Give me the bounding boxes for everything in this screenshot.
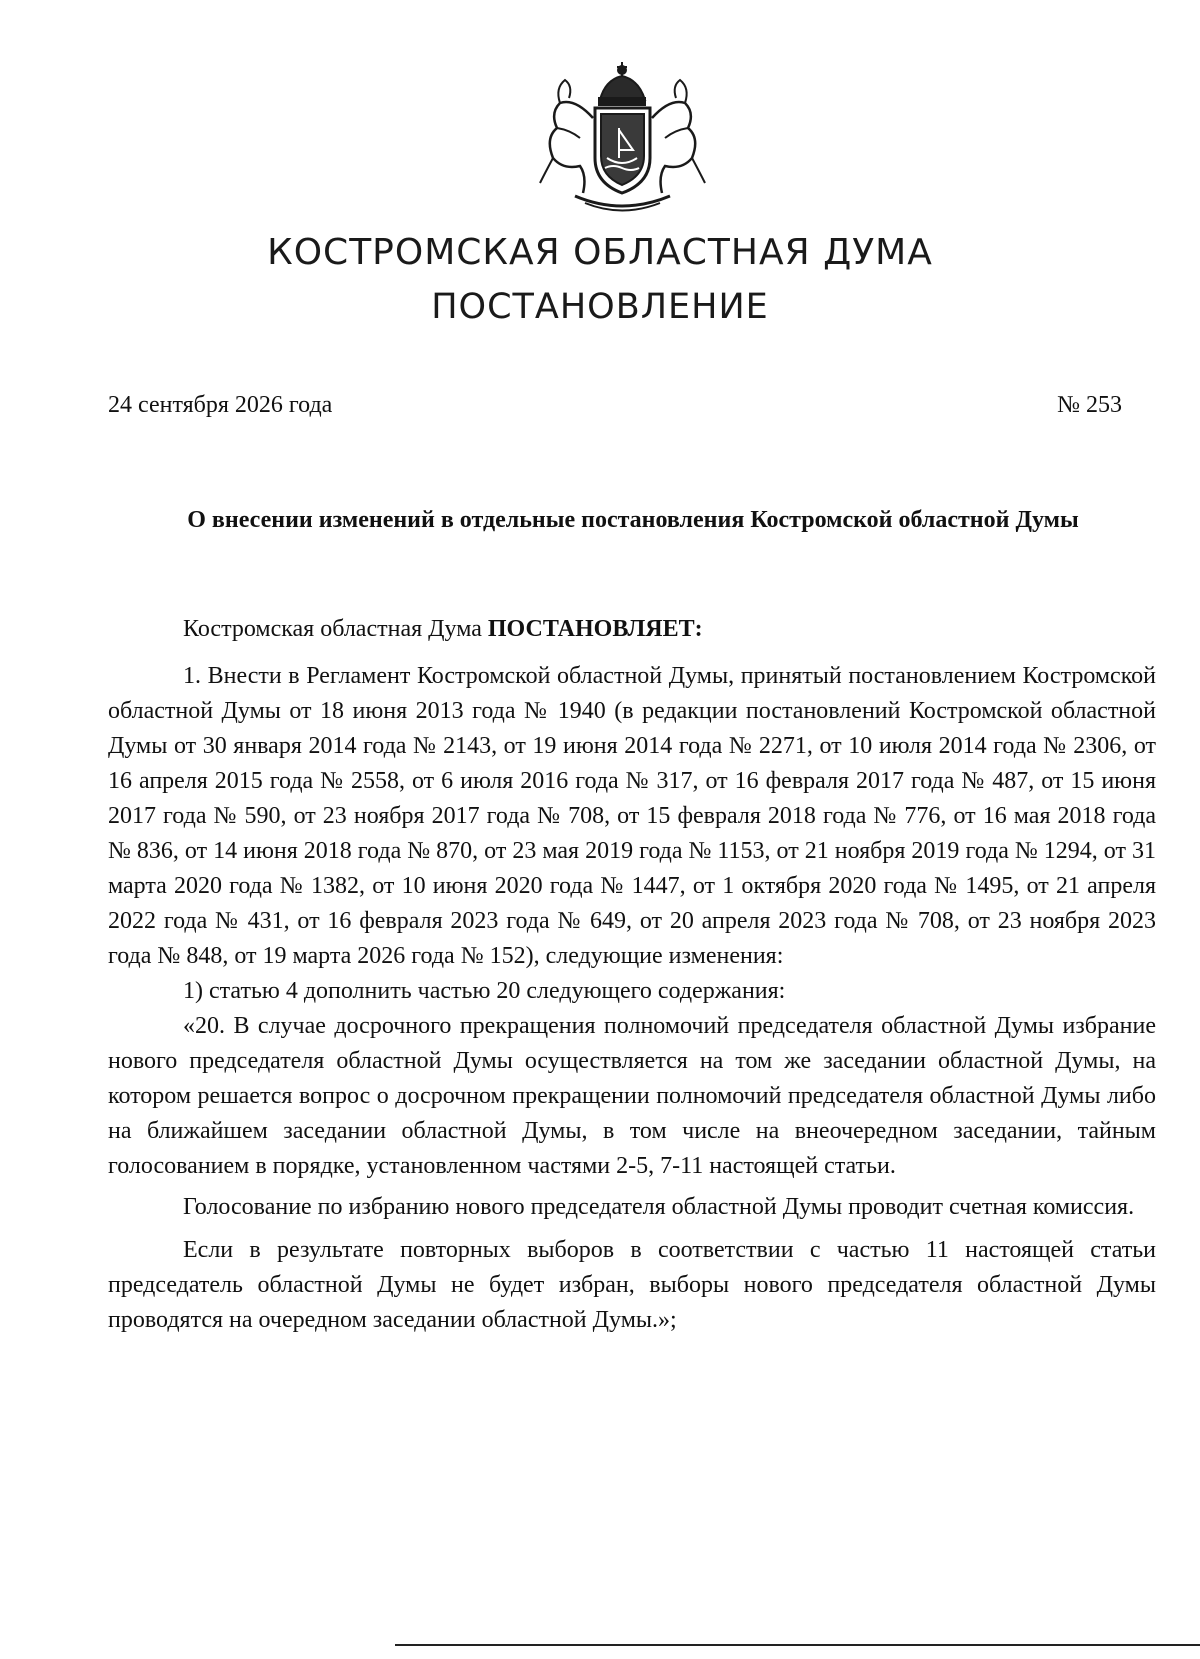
preamble	[108, 612, 1156, 647]
document-type-title: ПОСТАНОВЛЕНИЕ	[431, 287, 769, 327]
item-1: 1. Внести в Регламент Костромской областной Думы, принятый постановлением Костромской областной Думы от 18 июня 2013 года № 1940 (в редакции постановлений Костромской областной Думы от 30 января 2014 года № 2143, от 19 июня 2014 года № 2271, от 10 июля 2014 года № 2306, от 16 апреля 2015 года № 2558, от 6 июля 2016 года № 317, от 16 февраля 2017 года № 487, от 15 июня 2017 года № 590, от 23 ноября 2017 года № 708, от 15 февраля 2018 года № 776, от 16 мая 2018 года № 836, от 14 июня 2018 года № 870, от 23 мая 2019 года № 1153, от 21 ноября 2019 года № 1294, от 31 марта 2020 года № 1382, от 10 июня 2020 года № 1447, от 1 октября 2020 года № 1495, от 21 апреля 2022 года № 431, от 16 февраля 2023 года № 649, от 20 апреля 2023 года № 708, от 23 ноября 2023 года № 848, от 19 марта 2026 года № 152), следующие изменения:	[108, 663, 1156, 969]
quoted-paragraph-3: Если в результате повторных выборов в соответствии с частью 11 настоящей статьи председатель областной Думы не будет избран, выборы нового председателя областной Думы проводятся на очередном заседании областной Думы.»;	[108, 1237, 1156, 1333]
organization-title: КОСТРОМСКАЯ ОБЛАСТНАЯ ДУМА	[267, 232, 933, 273]
bottom-rule	[395, 1644, 1200, 1646]
quoted-part-20: «20. В случае досрочного прекращения полномочий председателя областной Думы избрание нового председателя областной Думы осуществляется на том же заседании областной Думы, на котором решается вопрос о досрочном прекращении полномочий председателя областной Думы либо на ближайшем заседании областной Думы, в том числе на внеочередном заседании, тайным голосованием в порядке, установленном частями 2-5, 7-11 настоящей статьи.	[108, 1013, 1156, 1179]
document-subject: О внесении изменений в отдельные постановления Костромской областной Думы	[187, 507, 1079, 533]
subitem-1: 1) статью 4 дополнить частью 20 следующего содержания:	[183, 978, 786, 1004]
coat-of-arms-icon	[535, 58, 710, 218]
document-body	[108, 612, 1156, 1338]
decree-word: ПОСТАНОВЛЯЕТ:	[487, 616, 703, 642]
document-number: № 253	[1057, 392, 1122, 418]
preamble-text: Костромская областная Дума	[183, 616, 488, 642]
quoted-paragraph-2: Голосование по избранию нового председателя областной Думы проводит счетная комиссия.	[183, 1194, 1135, 1220]
document-date: 24 сентября 2026 года	[108, 392, 333, 418]
